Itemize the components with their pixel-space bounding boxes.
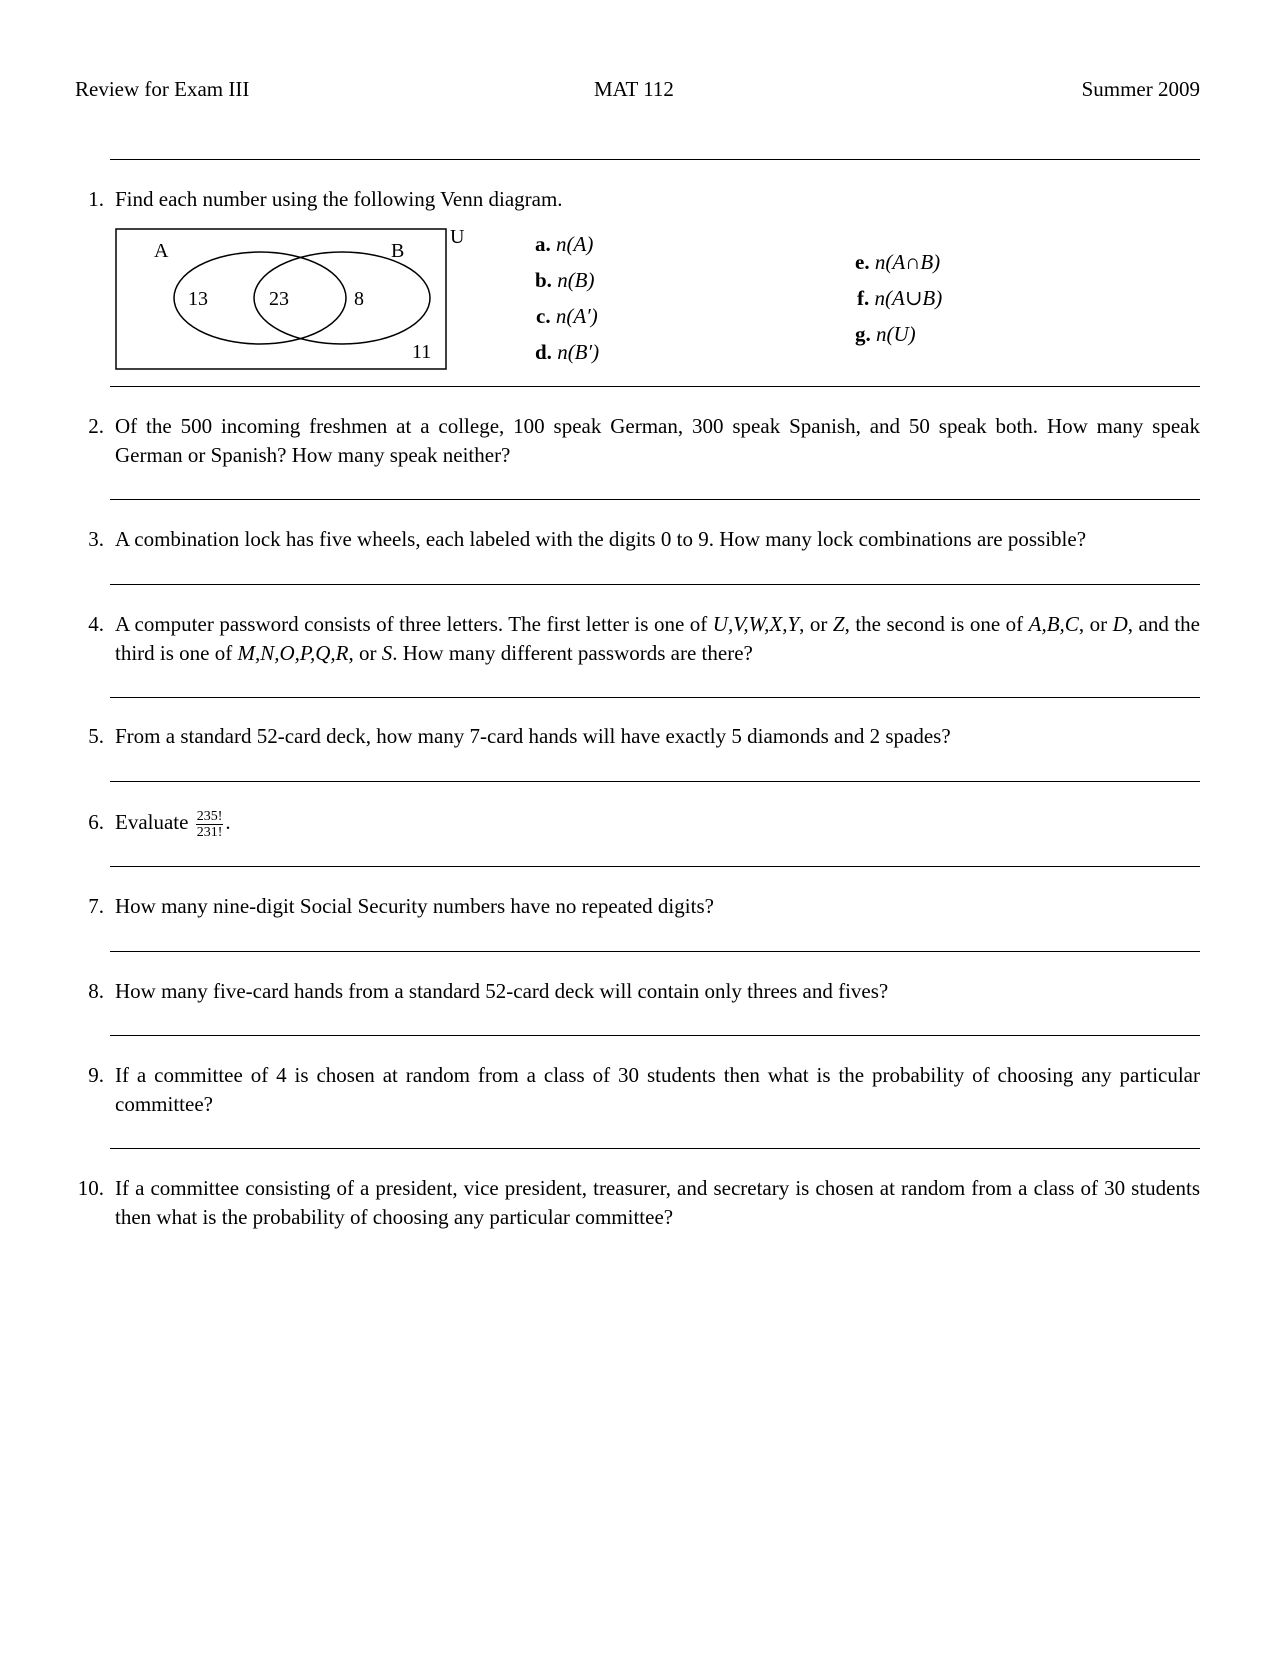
question-number: 7. (88, 894, 104, 918)
part-g: g. n(U) (855, 322, 916, 346)
question-number: 8. (88, 979, 104, 1003)
divider (110, 499, 1200, 500)
venn-region-b-only: 8 (354, 288, 364, 310)
divider (110, 951, 1200, 952)
divider (110, 697, 1200, 698)
question-number: 10. (77, 1176, 104, 1200)
question-number: 6. (88, 810, 104, 834)
part-b: b. n(B) (535, 268, 595, 292)
header-center: MAT 112 (594, 77, 674, 101)
question-number: 1. (88, 187, 104, 211)
venn-region-both: 23 (269, 288, 289, 310)
question-text: A computer password consists of three letters. The first letter is one of U,V,W,X,Y, or Z, the second is one of A,B,C, or D, and the third is one of M,N,O,P,Q,R, or S. How many different passwords are there? (115, 612, 1200, 665)
header-left: Review for Exam III (75, 77, 250, 101)
question-text: If a committee consisting of a president, vice president, treasurer, and secretary is chosen at random from a class of 30 students then what is the probability of choosing any particular committee? (115, 1176, 1200, 1229)
question-text: Find each number using the following Venn diagram. (115, 187, 563, 211)
part-f: f. n(A∪B) (857, 286, 943, 310)
part-c: c. n(A′) (536, 304, 598, 328)
fraction: $\frac{235!}{231!}$ (196, 808, 223, 840)
question-text: How many five-card hands from a standard 52-card deck will contain only threes and fives? (115, 979, 889, 1003)
venn-region-outside: 11 (412, 341, 432, 363)
venn-label-b: B (391, 240, 405, 262)
question-number: 4. (88, 612, 104, 636)
part-a: a. n(A) (535, 232, 594, 256)
divider (110, 1148, 1200, 1149)
venn-label-a: A (154, 240, 169, 262)
part-e: e. n(A∩B) (855, 250, 941, 274)
question-text: A combination lock has five wheels, each labeled with the digits 0 to 9. How many lock combinations are possible? (115, 527, 1087, 551)
part-d: d. n(B′) (535, 340, 600, 364)
divider (110, 1035, 1200, 1036)
question-number: 3. (88, 527, 104, 551)
venn-region-a-only: 13 (188, 288, 208, 310)
question-text: If a committee of 4 is chosen at random from a class of 30 students then what is the probability of choosing any particular committee? (115, 1063, 1200, 1116)
header-right: Summer 2009 (1081, 77, 1200, 101)
divider (110, 781, 1200, 782)
question-number: 5. (88, 724, 104, 748)
question-text: From a standard 52-card deck, how many 7-card hands will have exactly 5 diamonds and 2 spades? (115, 724, 951, 748)
divider (110, 386, 1200, 387)
question-text: Of the 500 incoming freshmen at a college, 100 speak German, 300 speak Spanish, and 50 speak both. How many speak German or Spanish? How many speak neither? (115, 414, 1200, 467)
divider (110, 866, 1200, 867)
venn-diagram (114, 226, 474, 372)
question-text: Evaluate $\frac{235!}{231!}$ . (115, 808, 231, 840)
divider (110, 584, 1200, 585)
question-text: How many nine-digit Social Security numbers have no repeated digits? (115, 894, 714, 918)
question-number: 9. (88, 1063, 104, 1087)
venn-label-u: U (450, 226, 465, 248)
header-rule (110, 159, 1200, 160)
question-number: 2. (88, 414, 104, 438)
